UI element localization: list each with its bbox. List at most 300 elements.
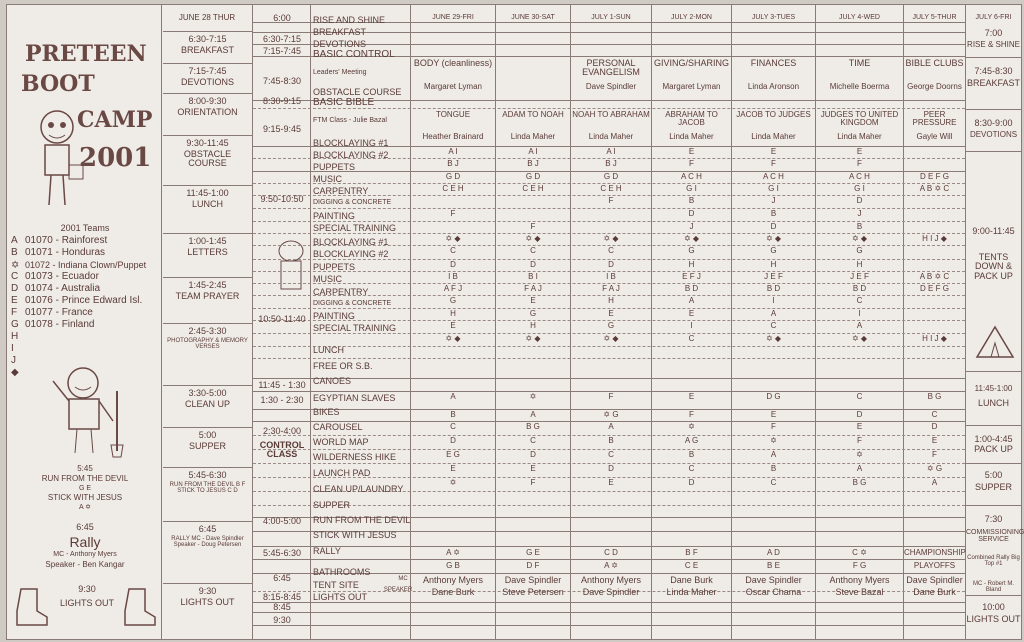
team-cell: H I J ◆ bbox=[922, 334, 947, 343]
team-symbol: D bbox=[11, 283, 19, 294]
activity-label: LIGHTS OUT bbox=[313, 592, 368, 602]
team-cell: H I J ◆ bbox=[922, 234, 947, 243]
june28-label: RUN FROM THE DEVIL B F STICK TO JESUS C D bbox=[169, 482, 246, 495]
lb-rally-time: 6:45 bbox=[76, 522, 94, 532]
team-item bbox=[11, 331, 159, 343]
june28-divider bbox=[163, 385, 252, 386]
june28-time: 1:00-1:45 bbox=[188, 236, 227, 246]
activity-label: SPECIAL TRAINING bbox=[313, 223, 397, 233]
day-header: JUNE 29-FRI bbox=[432, 14, 474, 21]
team-cell: I B bbox=[606, 272, 616, 281]
activity-label: BIKES bbox=[313, 407, 340, 417]
teams-header: 2001 Teams bbox=[60, 223, 110, 233]
july6-b18: MC - Robert M. Bland bbox=[972, 581, 1014, 594]
july6-b9: 11:45-1:00 bbox=[974, 384, 1013, 393]
team-cell: F A J bbox=[524, 284, 542, 293]
team-name: 01077 - France bbox=[25, 307, 93, 318]
rally-mc: Anthony Myers bbox=[580, 575, 642, 585]
title-line2: BOOT bbox=[21, 71, 95, 97]
june28-label: ORIENTATION bbox=[177, 107, 238, 117]
june28-divider bbox=[163, 31, 252, 32]
team-cell: J bbox=[689, 222, 694, 231]
july6-divider bbox=[966, 57, 1021, 58]
team-symbol: A bbox=[11, 235, 18, 246]
team-cell: F bbox=[932, 450, 937, 459]
july6-divider bbox=[966, 371, 1021, 372]
team-cell: A G bbox=[684, 436, 699, 445]
team-cell: E G bbox=[446, 450, 460, 459]
team-cell: A bbox=[856, 464, 863, 473]
rally-speaker-label: SPEAKER bbox=[383, 587, 413, 593]
team-cell: G I bbox=[854, 184, 865, 193]
team-cell: B G bbox=[526, 422, 540, 431]
team-cell: B D bbox=[766, 284, 781, 293]
time-label: 2:30-4:00 bbox=[262, 426, 302, 436]
team-cell: ✡ ◆ bbox=[683, 234, 700, 243]
june28-divider bbox=[163, 467, 252, 468]
july6-b10: LUNCH bbox=[977, 398, 1009, 408]
team-cell: C bbox=[608, 450, 614, 459]
july6-b11: 1:00-4:45 bbox=[974, 434, 1013, 444]
rally-mc-label: MC bbox=[398, 576, 408, 582]
team-cell: G I bbox=[686, 184, 697, 193]
team-symbol: H bbox=[11, 331, 19, 342]
team-symbol: G bbox=[11, 319, 19, 330]
june28-time: 5:00 bbox=[198, 430, 217, 440]
july6-header: JULY 6-FRI bbox=[975, 14, 1012, 21]
rally-speaker: Dane Burk bbox=[431, 587, 475, 597]
team-cell: ✡ ◆ bbox=[851, 334, 868, 343]
team-cell: C bbox=[770, 478, 777, 487]
team-cell: E bbox=[856, 422, 863, 431]
team-cell: C bbox=[931, 410, 938, 419]
team-cell: F A J bbox=[602, 284, 620, 293]
team-cell: F bbox=[771, 422, 776, 431]
bible-topic: PEER PRESSURE bbox=[912, 110, 957, 128]
bible-topic: ABRAHAM TO JACOB bbox=[665, 110, 718, 128]
team-cell: B J bbox=[447, 159, 459, 168]
team-cell: E bbox=[530, 296, 536, 305]
bible-topic: TONGUE bbox=[435, 110, 471, 119]
team-cell: E F J bbox=[682, 272, 701, 281]
team-cell: B bbox=[688, 196, 695, 205]
team-cell: B D bbox=[684, 284, 699, 293]
bible-leader: Gayle Will bbox=[916, 132, 953, 141]
team-cell: B I bbox=[528, 272, 538, 281]
time-label: 6:00 bbox=[273, 13, 291, 23]
team-cell: D G bbox=[766, 392, 781, 401]
june28-divider bbox=[163, 135, 252, 136]
activity-label: FREE OR S.B. bbox=[313, 361, 373, 371]
activity-label: DIGGING & CONCRETE bbox=[313, 300, 392, 307]
team-cell: B bbox=[770, 464, 777, 473]
team-cell: B G bbox=[852, 478, 867, 487]
rally-mc: Dave Spindler bbox=[745, 575, 802, 585]
team-cell: A I bbox=[606, 147, 616, 156]
team-cell: E bbox=[530, 464, 536, 473]
team-symbol: E bbox=[11, 295, 18, 306]
team-cell: G bbox=[607, 321, 615, 330]
team-cell: ✡ ◆ bbox=[765, 234, 782, 243]
team-symbol: B bbox=[11, 247, 18, 258]
run-teams: C ✡ bbox=[852, 548, 867, 557]
team-cell: B bbox=[450, 410, 456, 419]
team-cell: H bbox=[688, 260, 695, 269]
stick-teams: F G bbox=[852, 561, 867, 570]
time-label: 10:50-11:40 bbox=[258, 314, 306, 324]
activity-label: BLOCKLAYING #1 bbox=[313, 237, 389, 247]
team-cell: E bbox=[688, 309, 695, 318]
stick-teams: C E bbox=[684, 561, 699, 570]
activity-label: DEVOTIONS bbox=[313, 39, 367, 49]
team-cell: C bbox=[530, 436, 536, 445]
bible-leader: Linda Maher bbox=[751, 132, 796, 141]
team-cell: F bbox=[608, 392, 614, 401]
team-cell: A B ✡ C bbox=[919, 184, 950, 193]
team-symbol: ✡ bbox=[11, 260, 20, 271]
team-cell: ✡ ◆ bbox=[445, 234, 461, 243]
team-cell: D bbox=[450, 436, 456, 445]
row-line bbox=[253, 612, 965, 613]
activity-label: RUN FROM THE DEVIL bbox=[313, 515, 411, 525]
lb-lights-time: 9:30 bbox=[78, 584, 96, 594]
schedule-page bbox=[6, 4, 1022, 640]
day-header: JULY 5-THUR bbox=[912, 14, 957, 21]
time-label: 6:45 bbox=[273, 573, 291, 583]
team-cell: E bbox=[856, 147, 863, 156]
june28-divider bbox=[163, 427, 252, 428]
control-topic: FINANCES bbox=[750, 58, 797, 68]
june28-label: DEVOTIONS bbox=[180, 77, 234, 87]
team-cell: C bbox=[688, 464, 695, 473]
control-leader: Dave Spindler bbox=[585, 82, 637, 91]
rally-speaker: Dave Spindler bbox=[582, 587, 640, 597]
july6-divider bbox=[966, 463, 1021, 464]
june28-divider bbox=[163, 583, 252, 584]
june28-divider bbox=[163, 63, 252, 64]
time-label: 4:00-5:00 bbox=[262, 516, 302, 526]
team-cell: G bbox=[856, 246, 863, 255]
team-cell: A bbox=[608, 422, 614, 431]
july6-b2: RISE & SHINE bbox=[967, 40, 1020, 49]
team-cell: D bbox=[608, 464, 614, 473]
team-cell: D bbox=[688, 209, 695, 218]
july6-b16: COMMISSIONING SERVICE bbox=[966, 529, 1024, 544]
team-cell: C bbox=[770, 321, 777, 330]
team-cell: E bbox=[450, 321, 456, 330]
june28-label: LETTERS bbox=[187, 247, 228, 257]
run-teams: A ✡ bbox=[446, 548, 460, 557]
july6-divider bbox=[966, 151, 1021, 152]
activity-label: BASIC BIBLE bbox=[313, 97, 375, 108]
activity-label: LUNCH bbox=[313, 345, 345, 355]
team-cell: ✡ G bbox=[926, 464, 943, 473]
team-cell: F bbox=[857, 159, 862, 168]
july6-divider bbox=[966, 505, 1021, 506]
july6-b3: 7:45-8:30 bbox=[974, 66, 1013, 76]
team-cell: D bbox=[688, 478, 695, 487]
team-cell: H bbox=[450, 309, 456, 318]
activity-label: BATHROOMS bbox=[313, 567, 371, 577]
team-cell: F bbox=[689, 159, 694, 168]
run-teams: A D bbox=[767, 548, 780, 557]
july6-b19: 10:00 bbox=[982, 602, 1005, 612]
control-topic: TIME bbox=[848, 58, 871, 68]
team-cell: D bbox=[931, 422, 938, 431]
team-cell: ✡ ◆ bbox=[445, 334, 461, 343]
team-cell: F bbox=[608, 196, 614, 205]
team-cell: I bbox=[858, 309, 861, 318]
bible-leader: Heather Brainard bbox=[422, 132, 484, 141]
lb-stick: STICK WITH JESUS bbox=[47, 493, 123, 502]
rally-speaker: Linda Maher bbox=[666, 587, 717, 597]
rally-speaker: Steve Petersen bbox=[502, 587, 564, 597]
time-label: 5:45-6:30 bbox=[262, 548, 302, 558]
time-label: 7:15-7:45 bbox=[262, 46, 302, 56]
june28-divider bbox=[163, 277, 252, 278]
june28-label: LUNCH bbox=[191, 199, 223, 209]
control-topic: BODY (cleanliness) bbox=[413, 58, 493, 68]
rally-mc: Dave Spindler bbox=[504, 575, 562, 585]
time-label: 1:30 - 2:30 bbox=[260, 395, 304, 405]
july6-b6: DEVOTIONS bbox=[969, 130, 1018, 139]
control-leader: Linda Aronson bbox=[747, 82, 800, 91]
activity-label: STICK WITH JESUS bbox=[313, 530, 397, 540]
team-cell: ✡ ◆ bbox=[851, 234, 868, 243]
team-cell: ✡ ◆ bbox=[765, 334, 782, 343]
bible-leader: Linda Maher bbox=[510, 132, 556, 141]
day-header: JULY 4-WED bbox=[839, 14, 880, 21]
activity-label: BLOCKLAYING #1 bbox=[313, 138, 389, 148]
lb-run-teams: G E bbox=[78, 485, 92, 492]
activity-label: CARPENTRY bbox=[313, 287, 369, 297]
july6-b5: 8:30-9:00 bbox=[974, 118, 1013, 128]
june28-divider bbox=[163, 521, 252, 522]
activity-label: DIGGING & CONCRETE bbox=[313, 199, 392, 206]
team-cell: D E F G bbox=[920, 172, 949, 181]
team-cell: H bbox=[530, 321, 536, 330]
june28-label: OBSTACLE COURSE bbox=[183, 149, 232, 169]
team-cell: D E F G bbox=[920, 284, 949, 293]
june28-divider bbox=[163, 93, 252, 94]
team-cell: F bbox=[689, 410, 694, 419]
team-cell: ✡ ◆ bbox=[603, 334, 619, 343]
day-header: JULY 2-MON bbox=[671, 14, 712, 21]
team-cell: C bbox=[450, 422, 456, 431]
team-name: 01078 - Finland bbox=[25, 319, 95, 330]
team-cell: D bbox=[530, 260, 536, 269]
activity-label: RALLY bbox=[313, 546, 341, 556]
control-leader: Margaret Lyman bbox=[424, 82, 482, 91]
stick-teams: PLAYOFFS bbox=[913, 561, 956, 570]
bible-leader: Linda Maher bbox=[669, 132, 714, 141]
july6-b17: Combined Rally Big Top #1 bbox=[967, 555, 1020, 568]
time-label: 8:30-9:15 bbox=[262, 96, 302, 106]
row-line bbox=[253, 639, 965, 640]
team-item bbox=[11, 307, 159, 319]
team-cell: A bbox=[530, 410, 536, 419]
team-cell: E bbox=[450, 464, 456, 473]
team-cell: H bbox=[770, 260, 777, 269]
team-cell: F bbox=[530, 478, 536, 487]
rally-mc: Anthony Myers bbox=[829, 575, 890, 585]
time-label: 11:45 - 1:30 bbox=[258, 380, 306, 390]
team-cell: I B bbox=[448, 272, 458, 281]
row-line bbox=[253, 346, 965, 347]
team-cell: G bbox=[449, 296, 457, 305]
team-cell: ✡ bbox=[856, 450, 863, 459]
team-cell: B bbox=[608, 436, 614, 445]
activity-label: BASIC CONTROL bbox=[313, 49, 395, 60]
team-cell: C bbox=[856, 392, 863, 401]
boy-cartoon-icon bbox=[27, 105, 87, 217]
june28-label: LIGHTS OUT bbox=[180, 597, 235, 607]
activity-label: MUSIC bbox=[313, 174, 342, 184]
team-cell: ✡ bbox=[770, 436, 777, 445]
june28-time: 8:00-9:30 bbox=[188, 96, 227, 106]
team-cell: B bbox=[688, 450, 695, 459]
control-leader: Michelle Boerma bbox=[829, 82, 890, 91]
team-cell: ✡ bbox=[449, 478, 457, 487]
june28-time: 9:30-11:45 bbox=[186, 138, 229, 148]
team-cell: F bbox=[771, 159, 776, 168]
activity-label: EGYPTIAN SLAVES bbox=[313, 393, 396, 403]
row-line bbox=[253, 625, 965, 626]
team-cell: I bbox=[772, 296, 775, 305]
bible-topic: JACOB TO JUDGES bbox=[736, 110, 811, 119]
rally-mc: Anthony Myers bbox=[422, 575, 484, 585]
team-name: 01073 - Ecuador bbox=[25, 271, 99, 282]
activity-label: CANOES bbox=[313, 376, 352, 386]
activity-label: FTM Class - Julie Bazal bbox=[313, 117, 387, 124]
team-cell: E bbox=[770, 410, 777, 419]
rally-speaker: Oscar Chama bbox=[745, 587, 802, 597]
june28-time: 1:45-2:45 bbox=[188, 280, 227, 290]
activity-label: SUPPER bbox=[313, 500, 351, 510]
team-cell: J E F bbox=[764, 272, 783, 281]
team-cell: C bbox=[450, 246, 456, 255]
activity-label: LAUNCH PAD bbox=[313, 468, 371, 478]
team-cell: ✡ ◆ bbox=[603, 234, 619, 243]
june28-label: BREAKFAST bbox=[180, 45, 234, 55]
team-cell: C E H bbox=[442, 184, 464, 193]
team-cell: ✡ bbox=[688, 422, 695, 431]
team-cell: A bbox=[450, 392, 456, 401]
day-header: JUNE 30-SAT bbox=[511, 14, 555, 21]
team-cell: E bbox=[688, 147, 695, 156]
team-cell: G bbox=[688, 246, 695, 255]
time-label: CONTROL CLASS bbox=[259, 440, 305, 460]
team-symbol: F bbox=[11, 307, 18, 318]
team-cell: A bbox=[931, 478, 938, 487]
run-teams: C D bbox=[604, 548, 618, 557]
row-line bbox=[253, 505, 965, 506]
team-cell: ✡ G bbox=[603, 410, 619, 419]
team-cell: A B ✡ C bbox=[919, 272, 950, 281]
june28-label: RALLY MC - Dave Spindler Speaker - Doug Petersen bbox=[171, 536, 244, 549]
team-cell: G D bbox=[525, 172, 541, 181]
row-line bbox=[253, 358, 965, 359]
row-line bbox=[253, 108, 965, 109]
time-label: 9:30 bbox=[273, 615, 291, 625]
team-cell: H bbox=[856, 260, 863, 269]
team-cell: H bbox=[608, 296, 614, 305]
time-label: 7:45-8:30 bbox=[262, 76, 302, 86]
team-cell: C bbox=[608, 246, 614, 255]
lb-rally: Rally bbox=[69, 534, 101, 550]
team-cell: G D bbox=[445, 172, 461, 181]
bible-topic: JUDGES TO UNITED KINGDOM bbox=[820, 110, 899, 128]
july6-b1: 7:00 bbox=[984, 28, 1003, 38]
boot-icon-left bbox=[13, 587, 49, 627]
team-cell: A I bbox=[528, 147, 538, 156]
rally-mc: Dane Burk bbox=[670, 575, 713, 585]
day-header: JULY 3-TUES bbox=[751, 14, 796, 21]
team-cell: B bbox=[770, 209, 777, 218]
team-item bbox=[11, 271, 159, 283]
activity-label: PAINTING bbox=[313, 311, 355, 321]
stick-teams: G B bbox=[446, 561, 460, 570]
rally-speaker: Dane Burk bbox=[913, 587, 956, 597]
team-cell: ✡ ◆ bbox=[525, 334, 541, 343]
control-leader: Margaret Lyman bbox=[662, 82, 721, 91]
row-line bbox=[253, 602, 965, 603]
rally-mc: Dave Spindler bbox=[906, 575, 963, 585]
team-cell: A C H bbox=[849, 172, 870, 181]
team-cell: B J bbox=[605, 159, 617, 168]
team-cell: E bbox=[688, 392, 695, 401]
team-cell: A bbox=[856, 321, 863, 330]
team-symbol: ◆ bbox=[11, 367, 19, 378]
team-cell: D bbox=[856, 196, 863, 205]
june28-divider bbox=[163, 233, 252, 234]
june28-time: 7:15-7:45 bbox=[188, 66, 227, 76]
puppet-dog-icon bbox=[271, 235, 311, 295]
team-cell: A F J bbox=[443, 284, 463, 293]
team-cell: ✡ ◆ bbox=[525, 234, 541, 243]
time-label: 6:30-7:15 bbox=[262, 34, 302, 44]
activity-label: CLEAN UP/LAUNDRY bbox=[313, 484, 404, 494]
activity-label: BREAKFAST bbox=[313, 27, 367, 37]
team-symbol: C bbox=[11, 271, 19, 282]
activity-label: PUPPETS bbox=[313, 162, 356, 172]
june28-time: 5:45-6:30 bbox=[188, 470, 227, 480]
team-cell: C E H bbox=[600, 184, 622, 193]
time-label: 8:15-8:45 bbox=[262, 592, 302, 602]
june28-divider bbox=[163, 185, 252, 186]
team-cell: J E F bbox=[850, 272, 869, 281]
title-line3: CAMP bbox=[77, 107, 153, 133]
lb-lights: LIGHTS OUT bbox=[59, 598, 114, 608]
team-cell: G D bbox=[603, 172, 619, 181]
activity-label: RISE AND SHINE bbox=[313, 15, 386, 25]
team-cell: A bbox=[688, 296, 695, 305]
activity-label: BLOCKLAYING #2 bbox=[313, 150, 389, 160]
activity-label: Leaders' Meeting bbox=[313, 69, 367, 76]
team-symbol: J bbox=[11, 355, 16, 366]
june28-label: SUPPER bbox=[188, 441, 226, 451]
july6-b7: 9:00-11:45 bbox=[972, 226, 1015, 236]
activity-label: WILDERNESS HIKE bbox=[313, 452, 397, 462]
tent-icon bbox=[973, 321, 1017, 361]
june28-header: JUNE 28 THUR bbox=[178, 13, 236, 22]
june28-time: 6:30-7:15 bbox=[188, 34, 227, 44]
activity-label: CARPENTRY bbox=[313, 186, 369, 196]
team-cell: D bbox=[608, 260, 614, 269]
title-line1: PRETEEN bbox=[25, 41, 147, 67]
control-topic: PERSONAL EVANGELISM bbox=[582, 58, 640, 78]
team-cell: A C H bbox=[681, 172, 702, 181]
